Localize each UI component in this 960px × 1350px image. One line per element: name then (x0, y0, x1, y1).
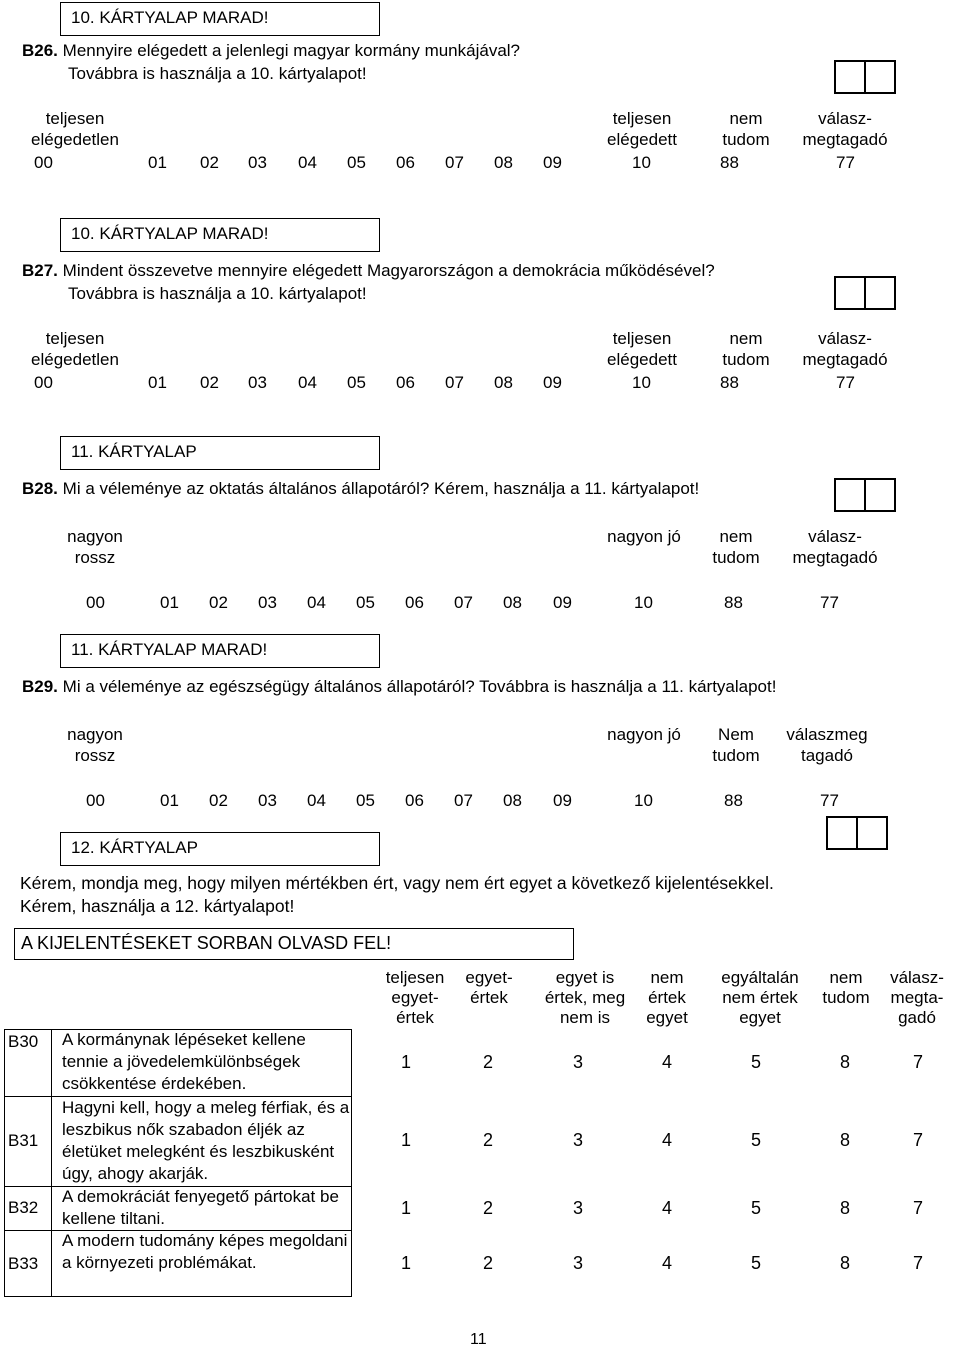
answer-box-b28-1[interactable] (834, 478, 866, 512)
question-b28: B28. Mi a véleménye az oktatás általános állapotáról? Kérem, használja a 11. kártyalapot! (22, 479, 700, 498)
scale-option-q26-2[interactable]: 02 (200, 153, 219, 172)
scale-option-q28-12[interactable]: 77 (820, 593, 839, 612)
answer-b30-2[interactable]: 2 (483, 1052, 494, 1072)
answer-b33-7[interactable]: 7 (913, 1253, 924, 1273)
scale-option-q27-5[interactable]: 05 (347, 373, 366, 392)
answer-b33-1[interactable]: 1 (401, 1253, 412, 1273)
scale-option-q26-0[interactable]: 00 (34, 153, 53, 172)
answer-b31-1[interactable]: 1 (401, 1130, 412, 1150)
grid-header-6: nem tudom (822, 968, 870, 1007)
scale-option-q27-4[interactable]: 04 (298, 373, 317, 392)
scale-option-q28-5[interactable]: 05 (356, 593, 375, 612)
row-code-b31: B31 (8, 1131, 39, 1150)
question-b26-instruction: Továbbra is használja a 10. kártyalapot! (68, 64, 367, 83)
scale-left-label-b29: nagyon rossz (67, 725, 123, 765)
scale-option-q26-8[interactable]: 08 (494, 153, 513, 172)
answer-b30-3[interactable]: 3 (573, 1052, 584, 1072)
answer-b32-3[interactable]: 3 (573, 1198, 584, 1218)
dont-know-label-b29: Nem tudom (712, 725, 760, 765)
card-label-b26: 10. KÁRTYALAP MARAD! (60, 2, 380, 36)
dont-know-label-b27: nem tudom (722, 329, 770, 369)
answer-b33-2[interactable]: 2 (483, 1253, 494, 1273)
answer-b32-6[interactable]: 8 (840, 1198, 851, 1218)
statement-b32: A demokráciát fenyegető pártokat be kellene tiltani. (62, 1187, 339, 1228)
dont-know-label-b26: nem tudom (722, 109, 770, 149)
answer-b32-5[interactable]: 5 (751, 1198, 762, 1218)
answer-b30-5[interactable]: 5 (751, 1052, 762, 1072)
scale-option-q27-6[interactable]: 06 (396, 373, 415, 392)
scale-option-q27-2[interactable]: 02 (200, 373, 219, 392)
scale-option-q29-5[interactable]: 05 (356, 791, 375, 810)
card12-intro: Kérem, mondja meg, hogy milyen mértékben ért, vagy nem ért egyet a következő kijelentésekkel. (20, 873, 774, 893)
question-b27: B27. Mindent összevetve mennyire elégedett Magyarországon a demokrácia működésével? (22, 261, 715, 280)
answer-b31-2[interactable]: 2 (483, 1130, 494, 1150)
scale-option-q27-1[interactable]: 01 (148, 373, 167, 392)
scale-option-q29-4[interactable]: 04 (307, 791, 326, 810)
answer-box-12-1[interactable] (826, 816, 858, 850)
refused-label-b26: válasz- megtagadó (802, 109, 888, 149)
scale-option-q28-7[interactable]: 07 (454, 593, 473, 612)
scale-option-q29-11[interactable]: 88 (724, 791, 743, 810)
answer-b31-5[interactable]: 5 (751, 1130, 762, 1150)
refused-label-b28: válasz- megtagadó (792, 527, 878, 567)
scale-option-q28-0[interactable]: 00 (86, 593, 105, 612)
grid-header-1: teljesen egyet- értek (385, 968, 445, 1027)
answer-b33-3[interactable]: 3 (573, 1253, 584, 1273)
answer-b30-7[interactable]: 7 (913, 1052, 924, 1072)
grid-header-3: egyet is értek, meg nem is (544, 968, 626, 1027)
scale-option-q28-10[interactable]: 10 (634, 593, 653, 612)
answer-box-12-2[interactable] (856, 816, 888, 850)
row-code-b32: B32 (8, 1198, 39, 1217)
scale-right-label-b27: teljesen elégedett (607, 329, 677, 369)
card12-intro-2: Kérem, használja a 12. kártyalapot! (20, 896, 295, 916)
dont-know-label-b28: nem tudom (712, 527, 760, 567)
grid-header-4: nem értek egyet (646, 968, 688, 1027)
answer-b32-7[interactable]: 7 (913, 1198, 924, 1218)
row-code-b30: B30 (8, 1032, 39, 1051)
statement-b30: A kormánynak lépéseket kellene tennie a jövedelemkülönbségek csökkentése érdekében. (62, 1030, 306, 1093)
answer-b30-1[interactable]: 1 (401, 1052, 412, 1072)
refused-label-b29: válaszmeg tagadó (786, 725, 868, 765)
scale-option-q29-10[interactable]: 10 (634, 791, 653, 810)
scale-option-q29-8[interactable]: 08 (503, 791, 522, 810)
refused-label-b27: válasz- megtagadó (802, 329, 888, 369)
page-number: 11 (470, 1331, 487, 1348)
read-aloud-instruction: A KIJELENTÉSEKET SORBAN OLVASD FEL! (14, 928, 574, 960)
scale-option-q26-9[interactable]: 09 (543, 153, 562, 172)
scale-option-q27-3[interactable]: 03 (248, 373, 267, 392)
row-code-b33: B33 (8, 1254, 39, 1273)
answer-box-b26-1[interactable] (834, 60, 866, 94)
scale-right-label-b28: nagyon jó (607, 527, 681, 546)
scale-option-q26-7[interactable]: 07 (445, 153, 464, 172)
card-label-b29: 11. KÁRTYALAP MARAD! (60, 634, 380, 668)
scale-option-q27-10[interactable]: 10 (632, 373, 651, 392)
card-label-12: 12. KÁRTYALAP (60, 832, 380, 866)
scale-right-label-b29: nagyon jó (607, 725, 681, 744)
answer-box-b27-1[interactable] (834, 276, 866, 310)
answer-box-b26-2[interactable] (864, 60, 896, 94)
grid-header-7: válasz- megta- gadó (890, 968, 944, 1027)
scale-option-q26-10[interactable]: 10 (632, 153, 651, 172)
scale-option-q29-6[interactable]: 06 (405, 791, 424, 810)
question-b26: B26. Mennyire elégedett a jelenlegi magyar kormány munkájával? (22, 41, 521, 60)
scale-option-q29-7[interactable]: 07 (454, 791, 473, 810)
scale-left-label-b27: teljesen elégedetlen (31, 329, 119, 369)
scale-option-q28-9[interactable]: 09 (553, 593, 572, 612)
answer-box-b27-2[interactable] (864, 276, 896, 310)
answer-b30-6[interactable]: 8 (840, 1052, 851, 1072)
answer-b30-4[interactable]: 4 (662, 1052, 673, 1072)
scale-option-q28-6[interactable]: 06 (405, 593, 424, 612)
scale-option-q26-12[interactable]: 77 (836, 153, 855, 172)
scale-left-label-b26: teljesen elégedetlen (31, 109, 119, 149)
card-label-b28: 11. KÁRTYALAP (60, 436, 380, 470)
scale-option-q29-9[interactable]: 09 (553, 791, 572, 810)
scale-option-q26-6[interactable]: 06 (396, 153, 415, 172)
scale-option-q27-11[interactable]: 88 (720, 373, 739, 392)
scale-option-q29-12[interactable]: 77 (820, 791, 839, 810)
question-b29: B29. Mi a véleménye az egészségügy általános állapotáról? Továbbra is használja a 11. kártyalapot! (22, 677, 777, 696)
scale-option-q27-7[interactable]: 07 (445, 373, 464, 392)
answer-b32-4[interactable]: 4 (662, 1198, 673, 1218)
scale-option-q26-3[interactable]: 03 (248, 153, 267, 172)
scale-option-q27-0[interactable]: 00 (34, 373, 53, 392)
answer-b31-7[interactable]: 7 (913, 1130, 924, 1150)
answer-b33-6[interactable]: 8 (840, 1253, 851, 1273)
scale-option-q27-8[interactable]: 08 (494, 373, 513, 392)
scale-left-label-b28: nagyon rossz (67, 527, 123, 567)
scale-option-q26-1[interactable]: 01 (148, 153, 167, 172)
answer-b31-3[interactable]: 3 (573, 1130, 584, 1150)
scale-option-q28-2[interactable]: 02 (209, 593, 228, 612)
answer-b33-5[interactable]: 5 (751, 1253, 762, 1273)
card-label-b27: 10. KÁRTYALAP MARAD! (60, 218, 380, 252)
scale-option-q26-5[interactable]: 05 (347, 153, 366, 172)
answer-b32-2[interactable]: 2 (483, 1198, 494, 1218)
scale-option-q26-11[interactable]: 88 (720, 153, 739, 172)
scale-option-q29-1[interactable]: 01 (160, 791, 179, 810)
answer-b33-4[interactable]: 4 (662, 1253, 673, 1273)
scale-option-q29-2[interactable]: 02 (209, 791, 228, 810)
scale-option-q28-8[interactable]: 08 (503, 593, 522, 612)
scale-option-q28-3[interactable]: 03 (258, 593, 277, 612)
grid-header-2: egyet- értek (465, 968, 513, 1007)
scale-right-label-b26: teljesen elégedett (607, 109, 677, 149)
scale-option-q27-12[interactable]: 77 (836, 373, 855, 392)
scale-option-q28-11[interactable]: 88 (724, 593, 743, 612)
answer-box-b28-2[interactable] (864, 478, 896, 512)
scale-option-q28-1[interactable]: 01 (160, 593, 179, 612)
question-b27-instruction: Továbbra is használja a 10. kártyalapot! (68, 284, 367, 303)
scale-option-q27-9[interactable]: 09 (543, 373, 562, 392)
scale-option-q26-4[interactable]: 04 (298, 153, 317, 172)
statement-b33: A modern tudomány képes megoldani a környezeti problémákat. (62, 1231, 348, 1272)
answer-b32-1[interactable]: 1 (401, 1198, 412, 1218)
scale-option-q28-4[interactable]: 04 (307, 593, 326, 612)
answer-b31-6[interactable]: 8 (840, 1130, 851, 1150)
scale-option-q29-0[interactable]: 00 (86, 791, 105, 810)
grid-header-5: egyáltalán nem értek egyet (721, 968, 799, 1027)
answer-b31-4[interactable]: 4 (662, 1130, 673, 1150)
statement-b31: Hagyni kell, hogy a meleg férfiak, és a leszbikus nők szabadon éljék az életüket melegként és leszbikusként úgy, ahogy akarják. (62, 1098, 350, 1183)
scale-option-q29-3[interactable]: 03 (258, 791, 277, 810)
